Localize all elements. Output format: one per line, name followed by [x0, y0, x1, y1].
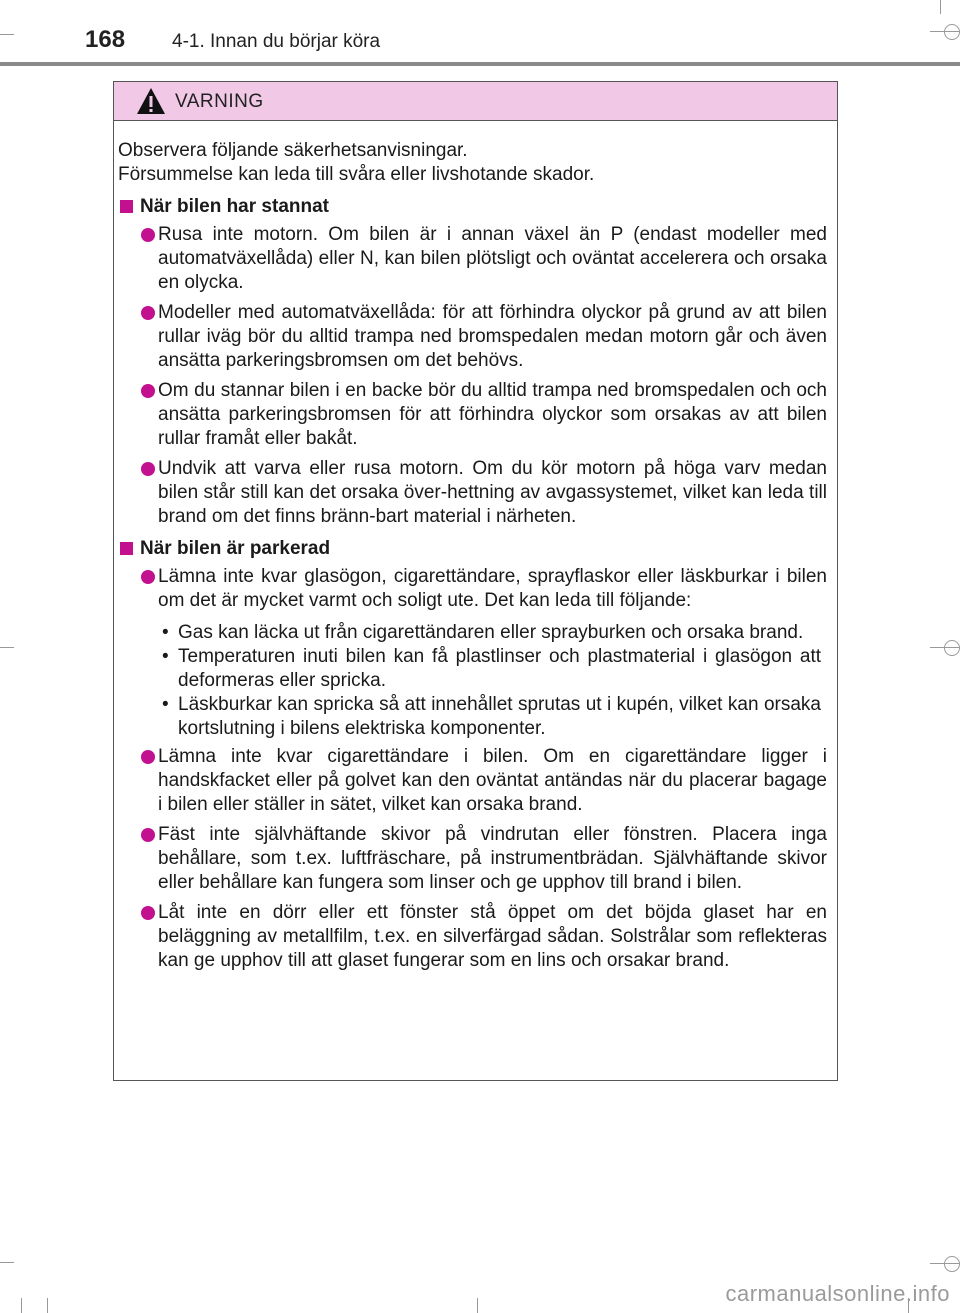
list-item: Rusa inte motorn. Om bilen är i annan växel än P (endast modeller med automatväxellåda) eller N, kan bilen plötsligt och oväntat accelerera och orsaka en olycka.: [118, 223, 827, 295]
crop-mark: [940, 0, 941, 14]
round-bullet-icon: [141, 750, 155, 764]
round-bullet-icon: [141, 306, 155, 320]
crop-mark: [930, 647, 960, 648]
warning-header: [114, 82, 837, 121]
round-bullet-icon: [141, 570, 155, 584]
list-item: Undvik att varva eller rusa motorn. Om du kör motorn på höga varv medan bilen står still kan det orsaka över-hettning av avgassystemet, vilket kan leda till brand om det finns bränn-bart material i närheten.: [118, 457, 827, 529]
crop-mark: [21, 1298, 22, 1313]
crop-mark: [477, 1298, 478, 1313]
round-bullet-icon: [141, 384, 155, 398]
crop-mark: [0, 1262, 14, 1263]
list-item: Fäst inte självhäftande skivor på vindrutan eller fönstren. Placera inga behållare, som t.ex. luftfräschare, på instrumentbrädan. Självhäftande skivor eller behållare kan fungera som linser och ge upphov till brand i bilen.: [118, 823, 827, 895]
list-item: Modeller med automatväxellåda: för att förhindra olyckor på grund av att bilen rullar iväg bör du alltid trampa ned bromspedalen medan motorn går och även ansätta parkeringsbromsen om det behövs.: [118, 301, 827, 373]
warning-label: VARNING: [175, 91, 264, 112]
section-title: 4-1. Innan du börjar köra: [172, 31, 381, 52]
crop-mark: [0, 647, 14, 648]
header-divider: [0, 62, 960, 66]
warning-box: [113, 81, 838, 1081]
round-bullet-icon: [141, 906, 155, 920]
list-item: Om du stannar bilen i en backe bör du alltid trampa ned bromspedalen och och ansätta parkeringsbromsen för att förhindra olyckor som orsakas av att bilen rullar framåt eller bakåt.: [118, 379, 827, 451]
sub-list-item: • Gas kan läcka ut från cigarettändaren eller sprayburken och orsaka brand.: [162, 622, 804, 643]
page-header: [0, 0, 960, 66]
bullet-icon: •: [162, 646, 169, 667]
list-item: Låt inte en dörr eller ett fönster stå öppet om det böjda glaset har en beläggning av metallfilm, t.ex. en silverfärgad sådan. Solstrålar som reflekteras kan ge upphov till att glaset fungerar som en lins och orsakar brand.: [118, 901, 827, 973]
section-heading: När bilen har stannat: [118, 195, 827, 219]
registration-mark: [944, 640, 960, 656]
sub-list-item: • Läskburkar kan spricka så att innehållet sprutas ut i kupén, vilket kan orsaka kortslutning i bilens elektriska komponenter.: [162, 694, 821, 739]
round-bullet-icon: [141, 828, 155, 842]
registration-mark: [944, 1256, 960, 1272]
intro-line: Observera följande säkerhetsanvisningar.: [118, 140, 468, 161]
registration-mark: [944, 24, 960, 40]
round-bullet-icon: [141, 228, 155, 242]
page-number: 168: [85, 26, 126, 53]
crop-mark: [0, 34, 14, 35]
warning-body: [114, 121, 837, 973]
footer-watermark[interactable]: carmanualsonline.info: [725, 1281, 950, 1306]
sub-list-item: • Temperaturen inuti bilen kan få plastlinser och plastmaterial i glasögon att deformeras eller spricka.: [162, 646, 821, 691]
bullet-icon: •: [162, 694, 169, 715]
crop-mark: [47, 1298, 48, 1313]
round-bullet-icon: [141, 462, 155, 476]
list-item: Lämna inte kvar cigarettändare i bilen. Om en cigarettändare ligger i handskfacket eller på golvet kan den oväntat antändas när du placerar bagage i bilen eller ställer in sätet, vilket kan orsaka brand.: [118, 745, 827, 817]
section-heading: När bilen är parkerad: [118, 537, 827, 561]
list-item: Lämna inte kvar glasögon, cigarettändare, sprayflaskor eller läskburkar i bilen om det är mycket varmt och soligt ute. Det kan leda till följande:: [118, 565, 827, 613]
crop-mark: [930, 1263, 960, 1264]
bullet-icon: •: [162, 622, 169, 643]
crop-mark: [930, 31, 960, 32]
warning-triangle-icon: [136, 87, 166, 115]
square-bullet-icon: [120, 200, 133, 213]
intro-line: Försummelse kan leda till svåra eller livshotande skador.: [118, 164, 595, 185]
square-bullet-icon: [120, 542, 133, 555]
